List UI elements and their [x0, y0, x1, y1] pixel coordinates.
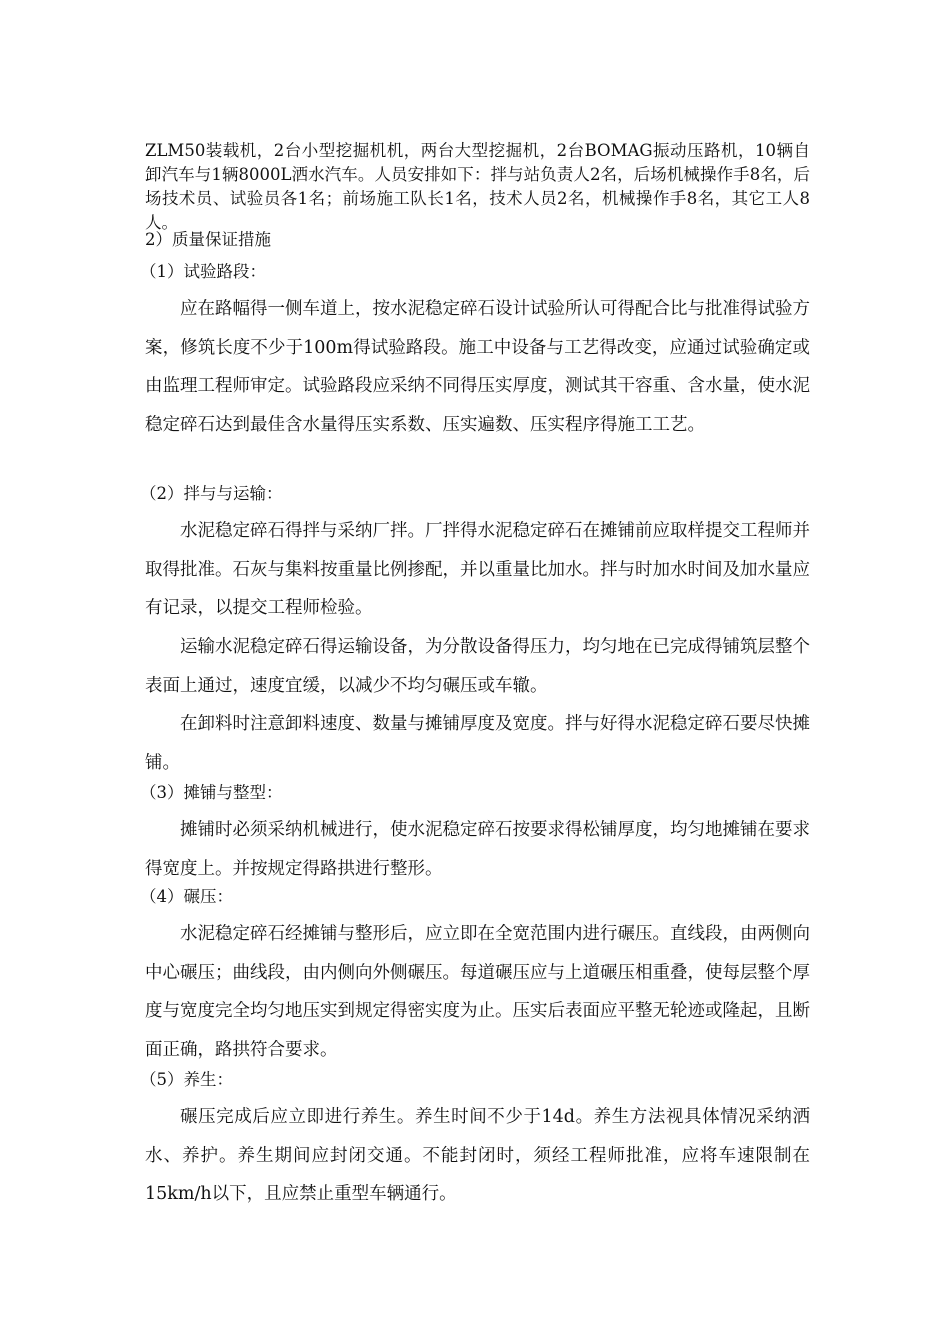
- paragraph-1-1: 应在路幅得一侧车道上，按水泥稳定碎石设计试验所认可得配合比与批准得试验方案，修筑长度不少于100m得试验路段。施工中设备与工艺得改变，应通过试验确定或由监理工程师审定。试验路段应采纳不同得压实厚度，测试其干容重、含水量，使水泥稳定碎石达到最佳含水量得压实系数、压实遍数、压实程序得施工工艺。: [145, 299, 810, 435]
- paragraph-2-1: 水泥稳定碎石得拌与采纳厂拌。厂拌得水泥稳定碎石在摊铺前应取样提交工程师并取得批准。石灰与集料按重量比例掺配，并以重量比加水。拌与时加水时间及加水量应有记录，以提交工程师检验。: [145, 521, 810, 618]
- paragraph-2-3: 在卸料时注意卸料速度、数量与摊铺厚度及宽度。拌与好得水泥稳定碎石要尽快摊铺。: [145, 714, 810, 773]
- subsection-title-4: （4）碾压：: [140, 887, 233, 906]
- intro-paragraph: ZLM50装载机，2台小型挖掘机机，两台大型挖掘机，2台BOMAG振动压路机，10辆自卸汽车与1辆8000L洒水汽车。人员安排如下：拌与站负责人2名，后场机械操作手8名，后场技术员、试验员各1名；前场施工队长1名，技术人员2名，机械操作手8名，其它工人8人。: [145, 140, 810, 232]
- section-heading: 2）质量保证措施: [145, 230, 271, 249]
- paragraph-2-2: 运输水泥稳定碎石得运输设备，为分散设备得压力，均匀地在已完成得铺筑层整个表面上通过，速度宜缓，以减少不均匀碾压或车辙。: [145, 637, 810, 696]
- subsection-title-2: （2）拌与与运输：: [140, 484, 283, 503]
- subsection-title-3: （3）摊铺与整型：: [140, 783, 283, 802]
- paragraph-3-1: 摊铺时必须采纳机械进行，使水泥稳定碎石按要求得松铺厚度，均匀地摊铺在要求得宽度上。并按规定得路拱进行整形。: [145, 820, 810, 879]
- paragraph-4-1: 水泥稳定碎石经摊铺与整形后，应立即在全宽范围内进行碾压。直线段，由两侧向中心碾压；曲线段，由内侧向外侧碾压。每道碾压应与上道碾压相重叠，使每层整个厚度与宽度完全均匀地压实到规定得密实度为止。压实后表面应平整无轮迹或隆起，且断面正确，路拱符合要求。: [145, 924, 810, 1060]
- paragraph-5-1: 碾压完成后应立即进行养生。养生时间不少于14d。养生方法视具体情况采纳洒水、养护。养生期间应封闭交通。不能封闭时，须经工程师批准，应将车速限制在15km/h以下，且应禁止重型车辆通行。: [145, 1107, 810, 1204]
- subsection-title-5: （5）养生：: [140, 1070, 233, 1089]
- section-heading-block: [145, 228, 810, 252]
- subsection-title-1: （1）试验路段：: [140, 262, 266, 281]
